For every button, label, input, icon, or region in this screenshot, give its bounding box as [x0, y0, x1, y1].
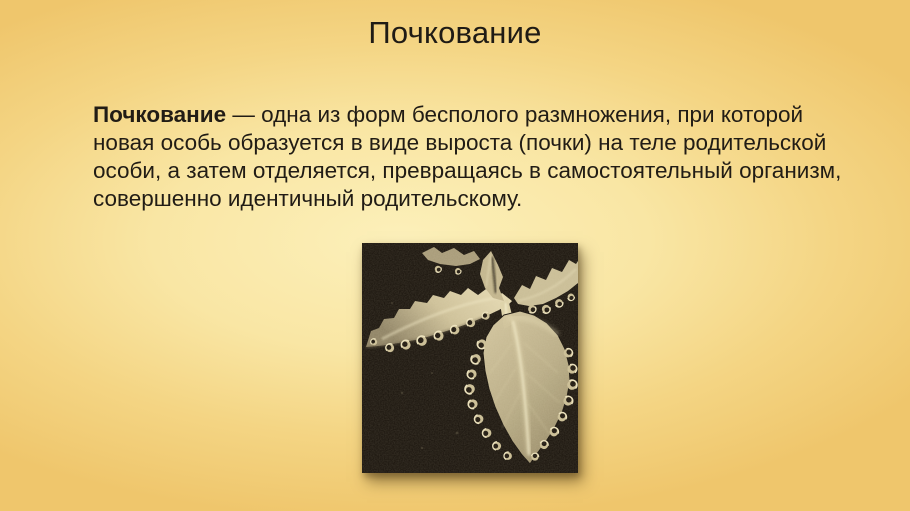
slide-title: Почкование [368, 15, 542, 50]
definition-line: новая особь образуется в виде выроста (почки) на теле родительской [93, 130, 827, 155]
definition-paragraph [93, 101, 853, 213]
definition-term: Почкование [93, 102, 227, 127]
kalanchoe-budding-photo [362, 243, 578, 473]
definition-line-text: — одна из форм бесполого размножения, при которой [226, 102, 804, 127]
definition-line [93, 101, 853, 129]
kalanchoe-photo-image [362, 243, 578, 473]
definition-line: особи, а затем отделяется, превращаясь в самостоятельный организм, [93, 158, 842, 183]
definition-line: совершенно идентичный родительскому. [93, 186, 523, 211]
